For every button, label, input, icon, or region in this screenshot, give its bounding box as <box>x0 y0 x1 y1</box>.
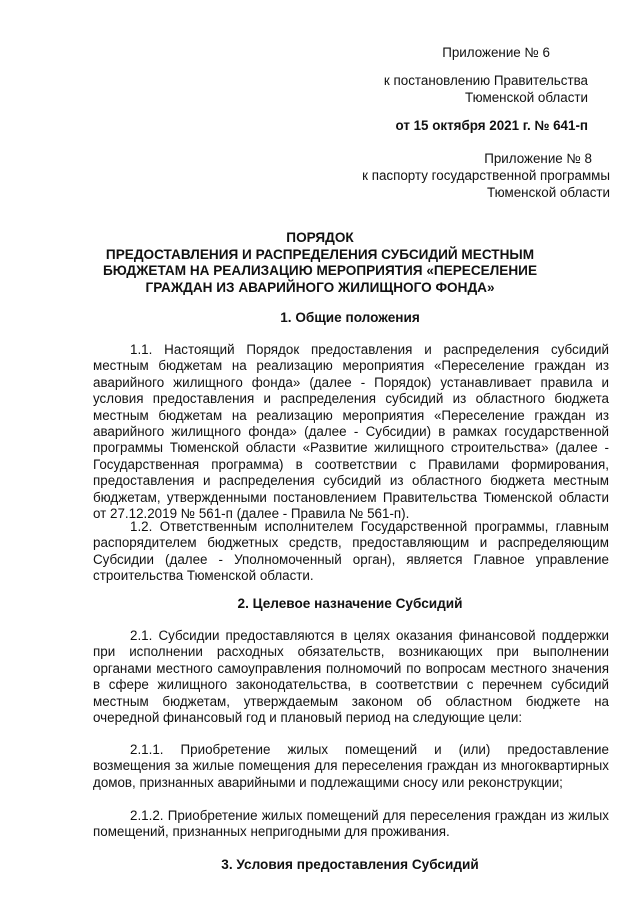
document-title-line-3: БЮДЖЕТАМ НА РЕАЛИЗАЦИЮ МЕРОПРИЯТИЯ «ПЕРЕСЕЛЕНИЕ <box>102 263 538 278</box>
appendix-6-title: Приложение № 6 <box>442 45 550 60</box>
document-title-line-1: ПОРЯДОК <box>286 230 354 245</box>
appendix-6-resolution: к постановлению Правительства <box>383 73 588 88</box>
paragraph-1-1: 1.1. Настоящий Порядок предоставления и распределения субсидий местным бюджетам на реализацию мероприятия «Переселение граждан из аварийного жилищного фонда» (далее - Порядок) устанавливает правила и условия предоставления и распределения субсидий из областного бюджета местным бюджетам на реализацию мероприятия «Переселение граждан из аварийного жилищного фонда» (далее - Субсидии) в рамках государственной программы Тюменской области «Развитие жилищного строительства» (далее - Государственная программа) в соответствии с Правилами формирования, предоставления и распределения субсидий из областного бюджета местным бюджетам, утвержденными постановлением Правительства Тюменской области от 27.12.2019 № 561-п (далее - Правила № 561-п). <box>93 342 609 522</box>
paragraph-2-1-2: 2.1.2. Приобретение жилых помещений для переселения граждан из жилых помещений, признанных непригодными для проживания. <box>93 808 609 840</box>
appendix-6-header <box>288 44 588 134</box>
appendix-8-title: Приложение № 8 <box>484 151 592 166</box>
appendix-8-region: Тюменской области <box>487 185 610 200</box>
appendix-6-date: от 15 октября 2021 г. № 641-п <box>395 118 588 133</box>
document-title-line-2: ПРЕДОСТАВЛЕНИЯ И РАСПРЕДЕЛЕНИЯ СУБСИДИЙ МЕСТНЫМ <box>105 246 535 262</box>
section-3-heading: 3. Условия предоставления Субсидий <box>221 857 479 872</box>
section-2-heading: 2. Целевое назначение Субсидий <box>237 596 463 611</box>
appendix-8-header <box>310 150 610 201</box>
section-1-heading: 1. Общие положения <box>280 310 420 325</box>
appendix-6-region: Тюменской области <box>465 90 588 105</box>
paragraph-2-1: 2.1. Субсидии предоставляются в целях оказания финансовой поддержки при исполнении расходных обязательств, возникающих при выполнении органами местного самоуправления полномочий по вопросам местного значения в сфере жилищного законодательства, в соответствии с перечнем субсидий местным бюджетам, утверждаемым законом об областном бюджете на очередной финансовый год и плановый период на следующие цели: <box>93 628 609 726</box>
appendix-8-program: к паспорту государственной программы <box>362 168 610 183</box>
paragraph-2-1-1: 2.1.1. Приобретение жилых помещений и (или) предоставление возмещения за жилые помещения для переселения граждан из многоквартирных домов, признанных аварийными и подлежащими сносу или реконструкции; <box>93 742 609 790</box>
document-title <box>80 230 560 296</box>
paragraph-1-2: 1.2. Ответственным исполнителем Государственной программы, главным распорядителем бюджетных средств, предоставляющим и распределяющим Субсидии (далее - Уполномоченный орган), является Главное управление строительства Тюменской области. <box>93 519 609 584</box>
document-title-line-4: ГРАЖДАН ИЗ АВАРИЙНОГО ЖИЛИЩНОГО ФОНДА» <box>145 279 495 295</box>
